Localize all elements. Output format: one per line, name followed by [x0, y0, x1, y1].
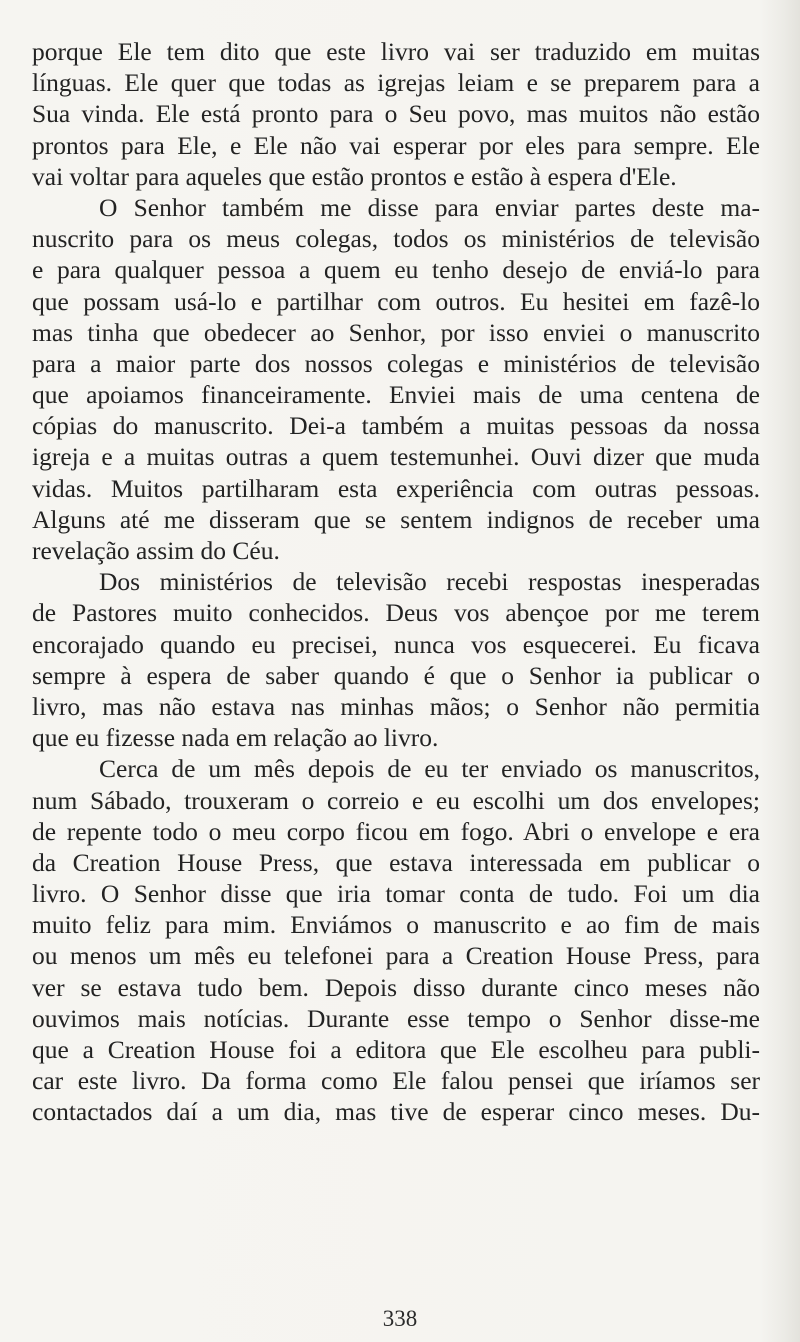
text-line: de repente todo o meu corpo ficou em fogo. Abri o envelope e era [32, 816, 760, 846]
text-line: línguas. Ele quer que todas as igrejas leiam e se preparem para a [32, 68, 760, 98]
page-number: 338 [382, 1306, 418, 1331]
text-line: contactados daí a um dia, mas tive de esperar cinco meses. Du- [32, 1097, 760, 1127]
text-line: que apoiamos financeiramente. Enviei mais de uma centena de [32, 380, 760, 410]
text-line: e para qualquer pessoa a quem eu tenho desejo de enviá-lo para [32, 255, 760, 285]
text-line: igreja e a muitas outras a quem testemunhei. Ouvi dizer que muda [32, 442, 760, 472]
text-line: nuscrito para os meus colegas, todos os ministérios de televisão [32, 224, 760, 254]
text-line: vidas. Muitos partilharam esta experiência com outras pessoas. [32, 473, 760, 503]
text-line: mas tinha que obedecer ao Senhor, por isso enviei o manuscrito [32, 317, 760, 347]
body-text [32, 36, 760, 1128]
text-line: num Sábado, trouxeram o correio e eu escolhi um dos envelopes; [32, 785, 760, 815]
text-line: que a Creation House foi a editora que Ele escolheu para publi- [32, 1035, 760, 1064]
text-line: muito feliz para mim. Enviámos o manuscrito e ao fim de mais [32, 910, 760, 940]
text-line: de Pastores muito conhecidos. Deus vos abençoe por me terem [32, 598, 760, 628]
paragraph-first-line: O Senhor também me disse para enviar partes deste ma- [99, 192, 760, 222]
text-line: car este livro. Da forma como Ele falou pensei que iríamos ser [32, 1066, 760, 1096]
text-line: que possam usá-lo e partilhar com outros. Eu hesitei em fazê-lo [32, 286, 760, 316]
text-line: prontos para Ele, e Ele não vai esperar por eles para sempre. Ele [32, 130, 760, 160]
text-line: ouvimos mais notícias. Durante esse tempo o Senhor disse-me [32, 1003, 760, 1033]
paragraph-first-line: Cerca de um mês depois de eu ter enviado os manuscritos, [99, 754, 760, 784]
text-line: que eu fizesse nada em relação ao livro. [32, 723, 439, 753]
text-line: livro, mas não estava nas minhas mãos; o Senhor não permitia [32, 691, 760, 721]
text-line: porque Ele tem dito que este livro vai ser traduzido em muitas [32, 37, 760, 66]
text-line: encorajado quando eu precisei, nunca vos esquecerei. Eu ficava [32, 629, 760, 659]
text-line: para a maior parte dos nossos colegas e ministérios de televisão [32, 348, 760, 378]
text-line: Alguns até me disseram que se sentem indignos de receber uma [32, 504, 760, 534]
paragraph-first-line: Dos ministérios de televisão recebi respostas inesperadas [99, 567, 760, 597]
text-line: ver se estava tudo bem. Depois disso durante cinco meses não [32, 972, 760, 1002]
text-line: ou menos um mês eu telefonei para a Creation House Press, para [32, 941, 760, 971]
text-line: cópias do manuscrito. Dei-a também a muitas pessoas da nossa [32, 411, 760, 441]
text-line: livro. O Senhor disse que iria tomar conta de tudo. Foi um dia [32, 879, 760, 909]
text-line: revelação assim do Céu. [32, 536, 280, 565]
text-line: Sua vinda. Ele está pronto para o Seu povo, mas muitos não estão [32, 99, 760, 129]
text-line: sempre à espera de saber quando é que o Senhor ia publicar o [32, 660, 760, 690]
text-line: da Creation House Press, que estava interessada em publicar o [32, 847, 760, 877]
text-line: vai voltar para aqueles que estão prontos e estão à espera d'Ele. [32, 161, 677, 191]
